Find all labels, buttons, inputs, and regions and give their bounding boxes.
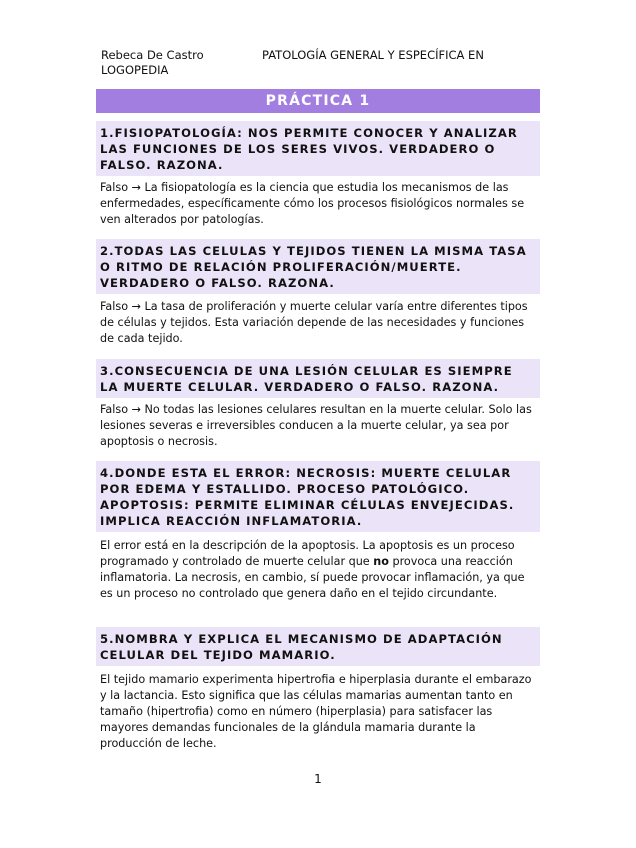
- question-3: 3.CONSECUENCIA DE UNA LESIÓN CELULAR ES SIEMPRE LA MUERTE CELULAR. VERDADERO O FALSO. RAZONA.: [96, 359, 540, 398]
- question-2: 2.TODAS LAS CELULAS Y TEJIDOS TIENEN LA MISMA TASA O RITMO DE RELACIÓN PROLIFERACIÓN/MUERTE. VERDADERO O FALSO. RAZONA.: [96, 239, 540, 294]
- course-title-line-1: PATOLOGÍA GENERAL Y ESPECÍFICA EN: [262, 48, 484, 62]
- practice-title: PRÁCTICA 1: [96, 89, 540, 113]
- course-title-line-2: LOGOPEDIA: [101, 63, 169, 77]
- question-4: 4.DONDE ESTA EL ERROR: NECROSIS: MUERTE CELULAR POR EDEMA Y ESTALLIDO. PROCESO PATOLÓGICO. APOPTOSIS: PERMITE ELIMINAR CÉLULAS ENVEJECIDAS. IMPLICA REACCIÓN INFLAMATORIA.: [96, 461, 540, 532]
- question-1: 1.FISIOPATOLOGÍA: NOS PERMITE CONOCER Y ANALIZAR LAS FUNCIONES DE LOS SERES VIVOS. VERDADERO O FALSO. RAZONA.: [96, 121, 540, 176]
- answer-4: [100, 538, 538, 602]
- answer-4-text-after: provoca una reacción inflamatoria. La necrosis, en cambio, sí puede provocar inflamación, ya que es un proceso no controlado que genera daño en el tejido circundante.: [100, 555, 525, 600]
- question-5: 5.NOMBRA Y EXPLICA EL MECANISMO DE ADAPTACIÓN CELULAR DEL TEJIDO MAMARIO.: [96, 627, 540, 666]
- answer-1: Falso → La fisiopatología es la ciencia que estudia los mecanismos de las enfermedades, específicamente cómo los procesos fisiológicos normales se ven alterados por patologías.: [100, 181, 525, 226]
- answer-4-emphasis: no: [373, 555, 389, 568]
- author-name: Rebeca De Castro: [101, 48, 204, 62]
- answer-3: Falso → No todas las lesiones celulares resultan en la muerte celular. Solo las lesiones severas e irreversibles conducen a la muerte celular, ya sea por apoptosis o necrosis.: [100, 403, 532, 448]
- answer-5: El tejido mamario experimenta hipertrofia e hiperplasia durante el embarazo y la lactancia. Esto significa que las células mamarias aumentan tanto en tamaño (hipertrofia) como en número (hiperplasia) para satisfacer las mayores demandas funcionales de la glándula mamaria durante la producción de leche.: [100, 673, 532, 750]
- page-number: 1: [314, 772, 322, 786]
- answer-4-text-before: El error está en la descripción de la apoptosis. La apoptosis es un proceso programado y controlado de muerte celular que: [100, 539, 515, 568]
- answer-2: Falso → La tasa de proliferación y muerte celular varía entre diferentes tipos de células y tejidos. Esta variación depende de las necesidades y funciones de cada tejido.: [100, 300, 528, 345]
